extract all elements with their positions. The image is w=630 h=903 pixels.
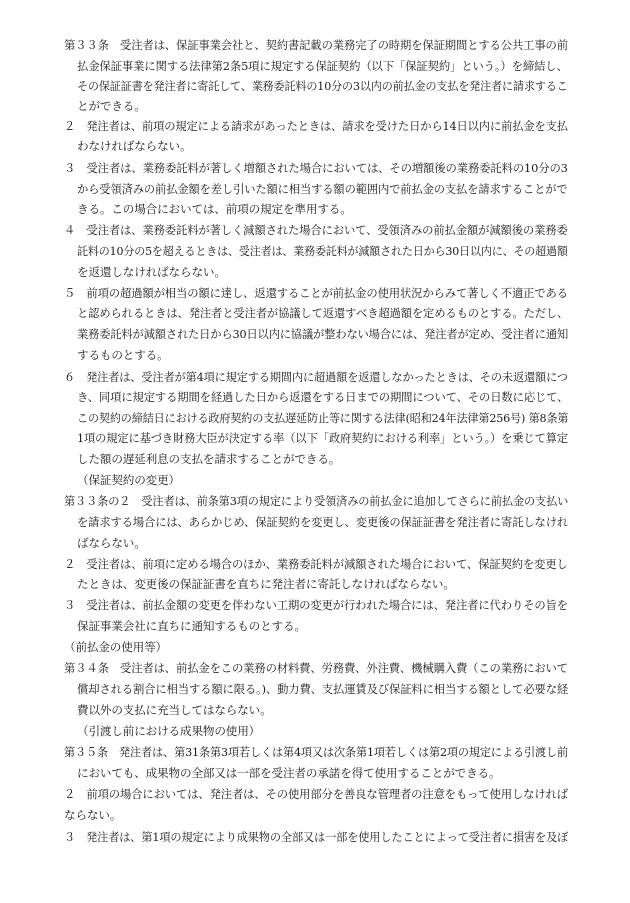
text-line: 第３３条 受注者は、保証事業会社と、契約書記載の業務完了の時期を保証期間とする公共工事の前 <box>64 38 568 52</box>
text-line: ５ 前項の超過額が相当の額に達し、返還することが前払金の使用状況からみて著しく不適正である <box>64 286 568 300</box>
text-line: 第３５条 発注者は、第31条第3項若しくは第4項又は次条第1項若しくは第2項の規定による引渡し前 <box>64 745 568 759</box>
text-line: ４ 受注者は、業務委託料が著しく減額された場合において、受領済みの前払金額が減額後の業務委 <box>64 223 568 237</box>
text-line: を返還しなければならない。 <box>77 265 226 279</box>
text-line: においても、成果物の全部又は一部を受注者の承諾を得て使用することができる。 <box>77 766 501 780</box>
text-line: 第３３条の２ 受注者は、前条第3項の規定により受領済みの前払金に追加してさらに前払金の支払い <box>64 494 569 508</box>
text-line: ばならない。 <box>77 536 146 550</box>
text-line: 1項の規定に基づき財務大臣が決定する率（以下「政府契約における利率」という。）を乗じて算定 <box>77 431 568 445</box>
text-line: と認められるときは、発注者と受注者が協議して返還すべき超過額を定めるものとする。ただし、 <box>77 306 569 320</box>
text-line: 償却される割合に相当する額に限る。)、動力費、支払運賃及び保証料に相当する額として必要な経 <box>77 682 569 696</box>
text-line: ２ 受注者は、前項に定める場合のほか、業務委託料が減額された場合において、保証契約を変更し <box>64 557 568 571</box>
text-line: ならない。 <box>64 808 122 822</box>
text-line: とができる。 <box>77 99 146 113</box>
text-line: ６ 発注者は、受注者が第4項に規定する期間内に超過額を返還しなかったときは、その未返還額につ <box>64 370 568 384</box>
text-line: から受領済みの前払金額を差し引いた額に相当する額の範囲内で前払金の支払を請求することがで <box>77 182 568 196</box>
text-line: 払金保証事業に関する法律第2条5項に規定する保証契約（以下「保証契約」という。）を締結し、 <box>77 59 568 73</box>
text-line: き、同項に規定する期間を経過した日から返還をする日までの期間について、その日数に応じて、 <box>77 390 569 404</box>
text-line: ２ 前項の場合においては、発注者は、その使用部分を善良な管理者の注意をもって使用しなければ <box>64 787 568 801</box>
text-line: 託料の10分の5を超えるときは、受注者は、業務委託料が減額された日から30日以内に、その超過額 <box>77 244 568 258</box>
text-line: 保証事業会社に直ちに通知するものとする。 <box>77 619 306 633</box>
text-line: ３ 受注者は、前払金額の変更を伴わない工期の変更が行われた場合には、発注者に代わりその旨を <box>64 598 568 612</box>
text-line: 第３４条 受注者は、前払金をこの業務の材料費、労務費、外注費、機械購入費（この業務において <box>64 661 568 675</box>
text-line: （引渡し前における成果物の使用） <box>77 724 261 738</box>
text-line: （前払金の使用等） <box>64 640 167 654</box>
text-line: わなければならない。 <box>77 139 192 153</box>
text-line: （保証契約の変更） <box>77 473 180 487</box>
text-line: その保証証書を発注者に寄託して、業務委託料の10分の3以内の前払金の支払を発注者に請求するこ <box>77 79 568 93</box>
text-line: 費以外の支払に充当してはならない。 <box>77 703 272 717</box>
text-line: きる。この場合においては、前項の規定を準用する。 <box>77 202 352 216</box>
text-line: を請求する場合には、あらかじめ、保証契約を変更し、変更後の保証証書を発注者に寄託しなけれ <box>77 515 569 529</box>
text-line: した額の遅延利息の支払を請求することができる。 <box>77 452 341 466</box>
text-line: ２ 発注者は、前項の規定による請求があったときは、請求を受けた日から14日以内に前払金を支払 <box>64 119 568 133</box>
text-line: ３ 受注者は、業務委託料が著しく増額された場合においては、その増額後の業務委託料の10分の3 <box>64 161 568 175</box>
text-line: この契約の締結日における政府契約の支払遅延防止等に関する法律(昭和24年法律第256号) 第8条第 <box>77 411 569 425</box>
text-line: 業務委託料が減額された日から30日以内に協議が整わない場合には、発注者が定め、受注者に通知 <box>77 327 569 341</box>
text-line: するものとする。 <box>77 348 169 362</box>
text-line: ３ 発注者は、第1項の規定により成果物の全部又は一部を使用したことによって受注者に損害を及ぼ <box>64 830 569 844</box>
text-line: たときは、変更後の保証証書を直ちに発注者に寄託しなければならない。 <box>77 577 455 591</box>
